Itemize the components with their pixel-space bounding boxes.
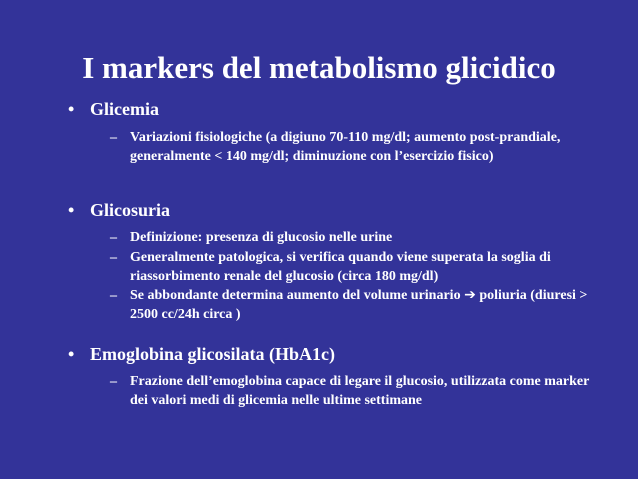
arrow-right-icon: ➔ <box>464 287 476 303</box>
dash-icon: – <box>110 250 117 265</box>
slide-title: I markers del metabolismo glicidico <box>82 50 556 85</box>
bullet-icon: • <box>68 99 75 119</box>
section-heading: Glicemia <box>90 99 159 119</box>
list-item-text: Frazione dell’emoglobina capace di legare il glucosio, utilizzata come marker dei valori medi di glicemia nelle ultime settimane <box>130 374 590 408</box>
section-heading: Glicosuria <box>90 200 170 220</box>
section-heading: Emoglobina glicosilata (HbA1c) <box>90 344 336 364</box>
dash-icon: – <box>110 130 117 145</box>
list-item-text-part: poliuria (diuresi > 2500 cc/24h circa ) <box>130 288 588 322</box>
dash-icon: – <box>110 230 117 245</box>
bullet-icon: • <box>68 200 75 220</box>
list-item-text: Variazioni fisiologiche (a digiuno 70-110 mg/dl; aumento post-prandiale, generalmente < 140 mg/dl; diminuzione con l’esercizio fisico) <box>130 130 561 164</box>
list-item-text: Definizione: presenza di glucosio nelle urine <box>130 230 393 245</box>
list-item-text <box>130 286 610 324</box>
list-item-text: Generalmente patologica, si verifica quando viene superata la soglia di riassorbimento renale del glucosio (circa 180 mg/dl) <box>130 250 551 284</box>
dash-icon: – <box>110 374 117 389</box>
list-item-text-part: Se abbondante determina aumento del volume urinario <box>130 288 461 303</box>
bullet-icon: • <box>68 344 75 364</box>
dash-icon: – <box>110 288 117 303</box>
